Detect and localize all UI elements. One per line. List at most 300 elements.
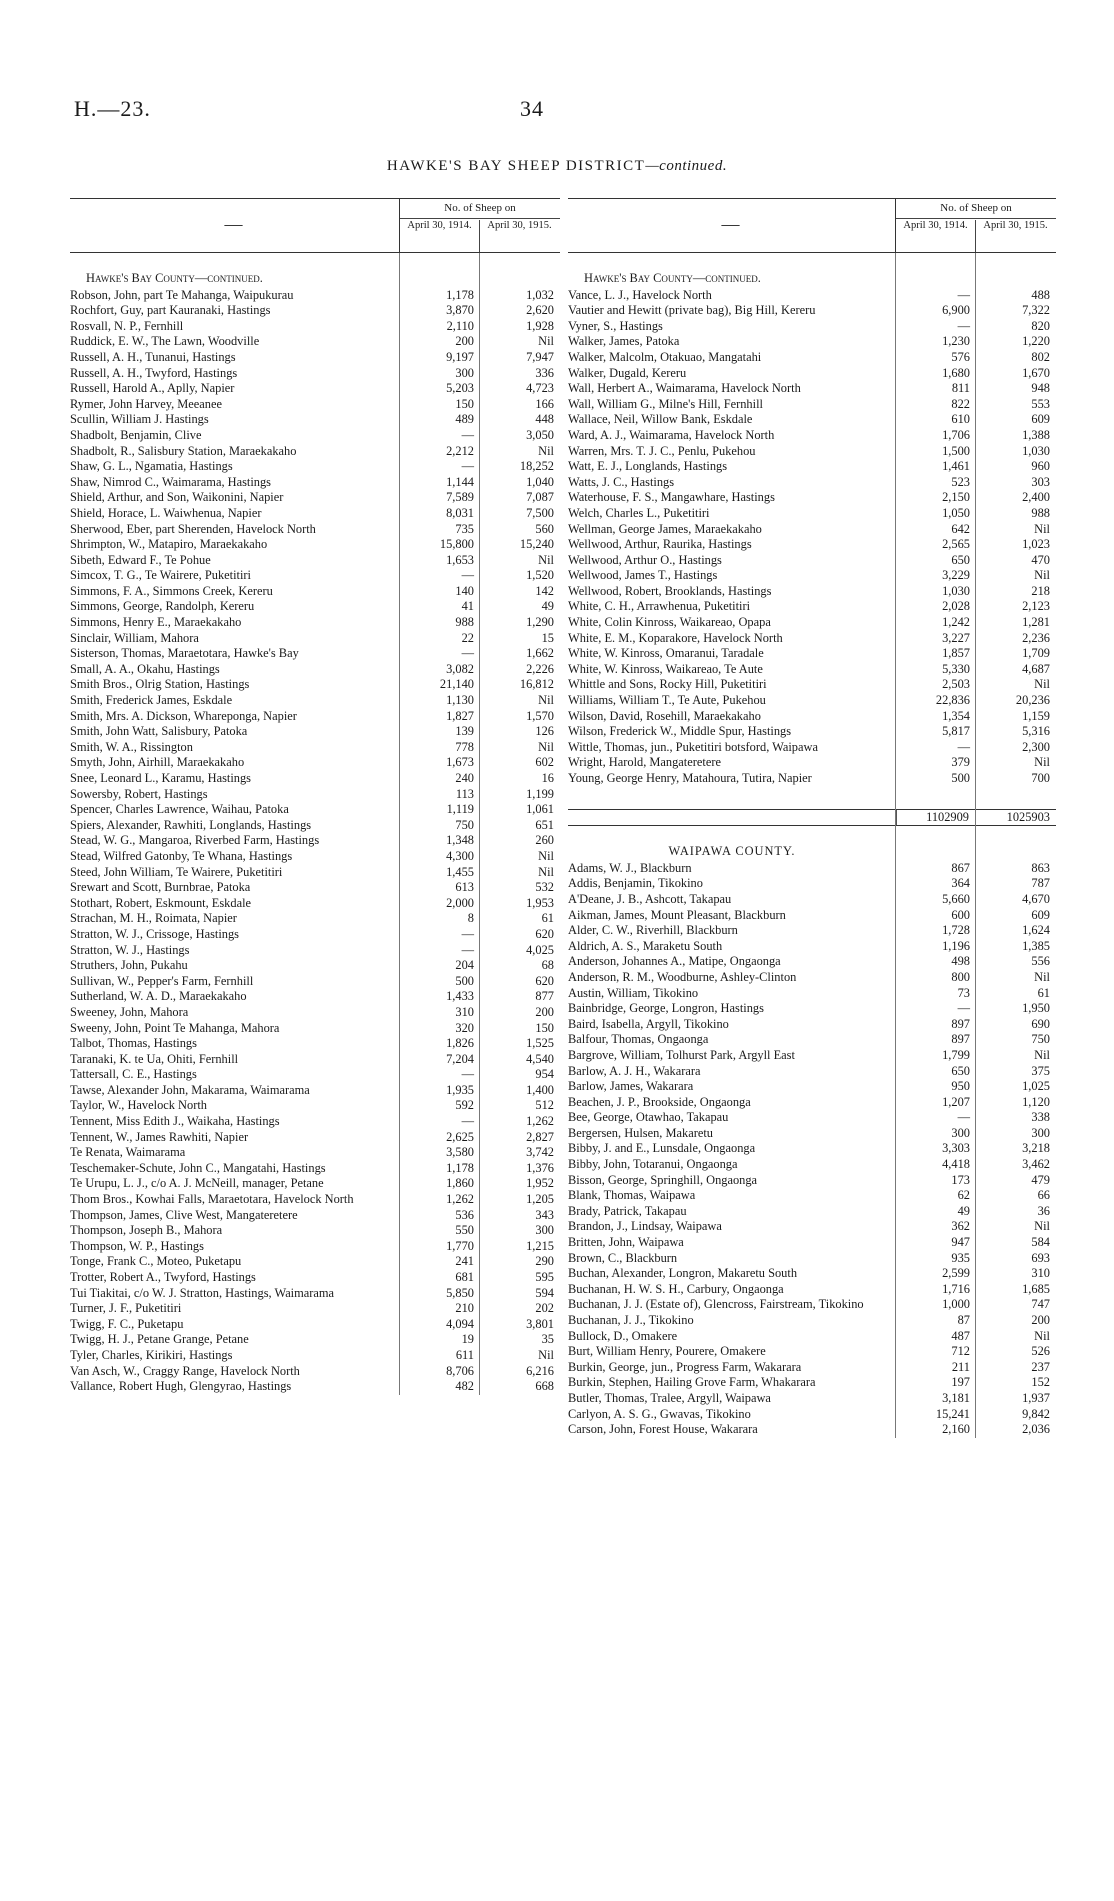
county-rows — [568, 861, 1056, 1438]
table-row — [70, 740, 560, 756]
table-row — [568, 1095, 1056, 1111]
sheep-1914: 750 — [455, 817, 474, 832]
sheep-1915: 61 — [541, 911, 554, 926]
table-row — [568, 1282, 1056, 1298]
holder-name: Wall, William G., Milne's Hill, Fernhill — [568, 396, 763, 411]
holder-name: Spencer, Charles Lawrence, Waihau, Patoka — [70, 802, 289, 817]
sheep-1914: 550 — [455, 1223, 474, 1238]
sheep-1915: Nil — [1034, 568, 1050, 583]
sheep-1914: 1,673 — [446, 755, 474, 770]
sheep-1914: 1,461 — [942, 459, 970, 474]
holder-name: Thompson, W. P., Hastings — [70, 1238, 204, 1253]
sheep-1915: 787 — [1031, 876, 1050, 891]
sheep-1914: 22 — [461, 630, 474, 645]
sheep-1915: 3,050 — [526, 427, 554, 442]
table-row — [568, 908, 1056, 924]
holder-name: Buchanan, H. W. S. H., Carbury, Ongaonga — [568, 1281, 784, 1296]
sheep-1915: 1,952 — [526, 1176, 554, 1191]
table-row — [70, 397, 560, 413]
sheep-1915: 343 — [535, 1207, 554, 1222]
table-row — [70, 615, 560, 631]
holder-name: Sullivan, W., Pepper's Farm, Fernhill — [70, 973, 254, 988]
sheep-1914: 950 — [951, 1079, 970, 1094]
sheep-1915: 1,199 — [526, 786, 554, 801]
sheep-1914: — — [957, 287, 970, 302]
table-row — [568, 646, 1056, 662]
sheep-1914: 241 — [455, 1254, 474, 1269]
sheep-1915: 1,376 — [526, 1160, 554, 1175]
sheep-1915: 5,316 — [1022, 724, 1050, 739]
sheep-1914: 650 — [951, 1063, 970, 1078]
sheep-1915: 3,742 — [526, 1145, 554, 1160]
sheep-1914: 197 — [951, 1375, 970, 1390]
sheep-1915: 35 — [541, 1332, 554, 1347]
sheep-1915: 620 — [535, 973, 554, 988]
sheep-1915: 526 — [1031, 1344, 1050, 1359]
table-row — [568, 662, 1056, 678]
holder-name: Ruddick, E. W., The Lawn, Woodville — [70, 334, 260, 349]
sheep-1915: Nil — [538, 848, 554, 863]
table-row — [568, 1157, 1056, 1173]
total-1915: 1025903 — [1006, 809, 1050, 824]
holder-name: Shaw, Nimrod C., Waimarama, Hastings — [70, 474, 272, 489]
sheep-1914: 4,300 — [446, 848, 474, 863]
sheep-1914: 1,230 — [942, 334, 970, 349]
sheep-1915: Nil — [1034, 1047, 1050, 1062]
sheep-1914: 87 — [957, 1313, 970, 1327]
holder-name: Anderson, R. M., Woodburne, Ashley-Clinton — [568, 969, 797, 984]
sheep-1915: 300 — [535, 1223, 554, 1238]
table-row — [568, 366, 1056, 382]
holder-name: Bisson, George, Springhill, Ongaonga — [568, 1172, 758, 1187]
sheep-1915: 200 — [535, 1004, 554, 1019]
holder-name: Sutherland, W. A. D., Maraekakaho — [70, 989, 247, 1004]
holder-name: Spiers, Alexander, Rawhiti, Longlands, Hastings — [70, 817, 312, 832]
sheep-1914: 778 — [455, 739, 474, 754]
sheep-1915: 15 — [541, 630, 554, 645]
sheep-1915: Nil — [538, 864, 554, 879]
holder-name: Burt, William Henry, Pourere, Omakere — [568, 1344, 766, 1359]
table-row — [70, 1145, 560, 1161]
year-1914-header: April 30, 1914. — [896, 220, 976, 252]
sheep-1915: Nil — [1034, 755, 1050, 770]
sheep-1915: 237 — [1031, 1359, 1050, 1374]
sheep-1915: 651 — [535, 817, 554, 832]
holder-name: Sweeny, John, Point Te Mahanga, Mahora — [70, 1020, 280, 1035]
sheep-1914: 7,204 — [446, 1051, 474, 1066]
holder-name: Taylor, W., Havelock North — [70, 1098, 207, 1113]
holder-name: White, E. M., Koparakore, Havelock North — [568, 630, 783, 645]
sheep-1914: 1,178 — [446, 287, 474, 302]
sheep-1914: 1,242 — [942, 615, 970, 630]
holder-name: White, Colin Kinross, Waikareao, Opapa — [568, 615, 771, 630]
year-1915-header: April 30, 1915. — [983, 220, 1048, 231]
sheep-1915: Nil — [538, 334, 554, 349]
sheep-1915: 1,215 — [526, 1238, 554, 1253]
sheep-1915: 7,322 — [1022, 303, 1050, 318]
table-row — [70, 724, 560, 740]
sheep-1914: 2,110 — [446, 318, 474, 333]
sheep-1915: 300 — [1031, 1125, 1050, 1140]
holder-name: Shadbolt, Benjamin, Clive — [70, 427, 202, 442]
table-row — [568, 1141, 1056, 1157]
holder-name: Sherwood, Eber, part Sherenden, Havelock North — [70, 521, 316, 536]
table-row — [70, 1254, 560, 1270]
section-heading: Hawke's Bay County—continued. — [584, 271, 761, 285]
table-row — [70, 537, 560, 553]
sheep-count-label: No. of Sheep on — [896, 199, 1056, 219]
sheep-1915: 2,400 — [1022, 490, 1050, 505]
table-row — [568, 444, 1056, 460]
table-row — [568, 1219, 1056, 1235]
county-total-row — [568, 809, 1056, 827]
sheep-1914: 2,028 — [942, 599, 970, 614]
table-row — [70, 568, 560, 584]
sheep-1915: 693 — [1031, 1250, 1050, 1265]
sheep-1914: 2,000 — [446, 895, 474, 910]
holder-name: Smith, W. A., Rissington — [70, 739, 193, 754]
sheep-1915: 166 — [535, 396, 554, 411]
holder-name: Balfour, Thomas, Ongaonga — [568, 1032, 709, 1047]
table-row — [568, 490, 1056, 506]
sheep-1915: 1,520 — [526, 568, 554, 583]
holder-name: Vance, L. J., Havelock North — [568, 287, 712, 302]
table-row — [70, 1223, 560, 1239]
sheep-1915: 7,087 — [526, 490, 554, 505]
sheep-1914: 150 — [455, 396, 474, 411]
sheep-1914: 3,303 — [942, 1141, 970, 1156]
table-row — [70, 1052, 560, 1068]
holder-name: Alder, C. W., Riverhill, Blackburn — [568, 923, 738, 938]
holder-name: Austin, William, Tikokino — [568, 985, 699, 1000]
sheep-1914: 1,262 — [446, 1192, 474, 1207]
holder-name: Srewart and Scott, Burnbrae, Patoka — [70, 880, 251, 895]
sheep-1914: 3,229 — [942, 568, 970, 583]
table-row — [568, 303, 1056, 319]
table-row — [70, 1364, 560, 1380]
table-row — [70, 833, 560, 849]
sheep-1914: 3,227 — [942, 630, 970, 645]
sheep-1914: 3,580 — [446, 1145, 474, 1160]
sheep-1914: 947 — [951, 1235, 970, 1250]
table-row — [70, 1161, 560, 1177]
table-row — [568, 1001, 1056, 1017]
holder-name: Russell, A. H., Tunanui, Hastings — [70, 349, 236, 364]
left-table — [70, 198, 560, 1395]
holder-name: Walker, Malcolm, Otakuao, Mangatahi — [568, 349, 762, 364]
sheep-1914: 204 — [455, 958, 474, 973]
table-row — [568, 537, 1056, 553]
table-row — [568, 1251, 1056, 1267]
table-row — [568, 631, 1056, 647]
holder-name: Snee, Leonard L., Karamu, Hastings — [70, 771, 251, 785]
sheep-1915: 1,950 — [1022, 1001, 1050, 1016]
holder-name: Buchanan, J. J. (Estate of), Glencross, Fairstream, Tikokino — [568, 1297, 864, 1312]
table-row — [70, 989, 560, 1005]
table-row — [70, 412, 560, 428]
sheep-1915: 512 — [535, 1098, 554, 1113]
sheep-1914: 536 — [455, 1207, 474, 1222]
table-row — [70, 1036, 560, 1052]
sheep-1914: 8,031 — [446, 505, 474, 520]
holder-name: Sisterson, Thomas, Maraetotara, Hawke's Bay — [70, 646, 299, 661]
sheep-1914: 1,716 — [942, 1281, 970, 1296]
table-row — [568, 970, 1056, 986]
sheep-1915: 1,670 — [1022, 365, 1050, 380]
table-row — [70, 974, 560, 990]
table-row — [568, 1297, 1056, 1313]
table-row — [70, 802, 560, 818]
sheep-1914: 1,196 — [942, 938, 970, 953]
sheep-1914: 487 — [951, 1328, 970, 1343]
sheep-1915: 1,025 — [1022, 1079, 1050, 1094]
table-row — [568, 475, 1056, 491]
table-row — [568, 986, 1056, 1002]
holder-name: Bergersen, Hulsen, Makaretu — [568, 1125, 713, 1140]
sheep-count-label: No. of Sheep on — [400, 199, 560, 219]
table-row — [568, 771, 1056, 787]
sheep-1914: — — [461, 1067, 474, 1082]
right-table — [568, 198, 1056, 1438]
table-row — [70, 1176, 560, 1192]
sheep-1914: 1,144 — [446, 474, 474, 489]
holder-name: Tawse, Alexander John, Makarama, Waimarama — [70, 1082, 310, 1097]
sheep-1915: 802 — [1031, 349, 1050, 364]
sheep-1914: 1,348 — [446, 833, 474, 848]
holder-name: Bibby, John, Totaranui, Ongaonga — [568, 1157, 738, 1172]
holder-name: Turner, J. F., Puketitiri — [70, 1301, 182, 1316]
sheep-1915: 2,226 — [526, 661, 554, 676]
holder-name: Tattersall, C. E., Hastings — [70, 1067, 197, 1082]
sheep-1915: 2,620 — [526, 303, 554, 318]
county-rows — [568, 288, 1056, 787]
table-row — [568, 397, 1056, 413]
sheep-1914: 173 — [951, 1172, 970, 1187]
sheep-1914: 600 — [951, 907, 970, 922]
table-row — [70, 631, 560, 647]
holder-name: Twigg, H. J., Petane Grange, Petane — [70, 1332, 249, 1347]
sheep-1914: 1,354 — [942, 708, 970, 723]
table-row — [70, 1021, 560, 1037]
sheep-1915: 338 — [1031, 1110, 1050, 1125]
table-row — [70, 1332, 560, 1348]
table-row — [70, 428, 560, 444]
sheep-1914: 576 — [951, 349, 970, 364]
table-row — [70, 1317, 560, 1333]
table-row — [70, 459, 560, 475]
sheep-1915: 1,290 — [526, 615, 554, 630]
table-row — [568, 615, 1056, 631]
holder-name: Te Urupu, L. J., c/o A. J. McNeill, manager, Petane — [70, 1176, 324, 1191]
holder-name: Wright, Harold, Mangateretere — [568, 755, 721, 770]
holder-name: Rochfort, Guy, part Kauranaki, Hastings — [70, 303, 271, 318]
table-row — [70, 522, 560, 538]
holder-name: Russell, A. H., Twyford, Hastings — [70, 365, 238, 380]
table-row — [568, 1032, 1056, 1048]
sheep-1914: 9,197 — [446, 349, 474, 364]
table-row — [70, 1208, 560, 1224]
table-header — [568, 198, 1056, 253]
sheep-1915: 260 — [535, 833, 554, 848]
sheep-1914: 5,330 — [942, 661, 970, 676]
table-row — [568, 1204, 1056, 1220]
sheep-1914: 310 — [455, 1004, 474, 1019]
year-1915-header: April 30, 1915. — [487, 220, 552, 231]
table-row — [70, 1301, 560, 1317]
sheep-1915: 960 — [1031, 459, 1050, 474]
table-row — [70, 787, 560, 803]
sheep-1915: Nil — [1034, 969, 1050, 984]
sheep-1914: 21,140 — [439, 677, 474, 692]
sheep-1914: 22,836 — [935, 693, 970, 708]
sheep-1915: 954 — [535, 1067, 554, 1082]
table-row — [70, 771, 560, 787]
sheep-1915: 126 — [535, 724, 554, 739]
sheep-1915: 556 — [1031, 954, 1050, 969]
sheep-1915: Nil — [538, 739, 554, 754]
column-name-header: — — [721, 214, 740, 234]
sheep-1914: 681 — [455, 1270, 474, 1284]
table-row — [70, 1067, 560, 1083]
table-row — [568, 1422, 1056, 1438]
sheep-1915: 1,937 — [1022, 1390, 1050, 1405]
sheep-1915: 560 — [535, 521, 554, 536]
holder-name: Small, A. A., Okahu, Hastings — [70, 661, 220, 676]
sheep-1915: 532 — [535, 880, 554, 895]
sheep-1914: — — [461, 942, 474, 957]
sheep-1915: 1,709 — [1022, 646, 1050, 661]
sheep-1915: 1,525 — [526, 1036, 554, 1051]
sheep-1914: 4,094 — [446, 1316, 474, 1331]
holder-name: Ward, A. J., Waimarama, Havelock North — [568, 427, 775, 442]
sheep-1914: 482 — [455, 1379, 474, 1394]
sheep-1914: 3,082 — [446, 661, 474, 676]
table-row — [568, 1235, 1056, 1251]
table-row — [568, 506, 1056, 522]
holder-name: Stead, W. G., Mangaroa, Riverbed Farm, Hastings — [70, 833, 320, 848]
sheep-1915: Nil — [538, 693, 554, 708]
table-row — [70, 1286, 560, 1302]
table-row — [568, 1313, 1056, 1329]
sheep-1915: 479 — [1031, 1172, 1050, 1187]
table-row — [568, 923, 1056, 939]
table-row — [568, 1407, 1056, 1423]
holder-name: Talbot, Thomas, Hastings — [70, 1036, 197, 1051]
holder-name: Shield, Horace, L. Waiwhenua, Napier — [70, 505, 262, 520]
sheep-1915: 15,240 — [519, 537, 554, 552]
table-row — [568, 381, 1056, 397]
holder-name: Tonge, Frank C., Moteo, Puketapu — [70, 1254, 242, 1269]
sheep-1914: 1,680 — [942, 365, 970, 380]
sheep-1915: 448 — [535, 412, 554, 427]
table-row — [568, 677, 1056, 693]
sheep-1915: 303 — [1031, 474, 1050, 489]
table-row — [70, 1192, 560, 1208]
holder-name: Shrimpton, W., Matapiro, Maraekakaho — [70, 537, 268, 552]
sheep-1914: 364 — [951, 876, 970, 891]
sheep-1914: 1,770 — [446, 1238, 474, 1253]
sheep-1914: 5,850 — [446, 1285, 474, 1300]
holder-name: Walker, Dugald, Kereru — [568, 365, 687, 380]
sheep-1915: 1,388 — [1022, 427, 1050, 442]
holder-name: Aikman, James, Mount Pleasant, Blackburn — [568, 907, 786, 922]
sheep-1915: 375 — [1031, 1063, 1050, 1078]
table-row — [70, 288, 560, 304]
holder-name: A'Deane, J. B., Ashcott, Takapau — [568, 891, 732, 906]
sheep-1915: 218 — [1031, 583, 1050, 598]
holder-name: Scullin, William J. Hastings — [70, 412, 209, 427]
holder-name: Trotter, Robert A., Twyford, Hastings — [70, 1270, 256, 1284]
sheep-1915: 609 — [1031, 412, 1050, 427]
sheep-1914: 1,500 — [942, 443, 970, 458]
sheep-1914: 5,203 — [446, 381, 474, 396]
sheep-1914: 1,178 — [446, 1160, 474, 1175]
holder-name: Smyth, John, Airhill, Maraekakaho — [70, 755, 245, 770]
sheep-1914: 2,599 — [942, 1266, 970, 1281]
sheep-1915: 1,281 — [1022, 615, 1050, 630]
sheep-1914: 2,503 — [942, 677, 970, 692]
holder-name: Waterhouse, F. S., Mangawhare, Hastings — [568, 490, 775, 505]
sheep-1915: 1,928 — [526, 318, 554, 333]
sheep-1914: 935 — [951, 1250, 970, 1265]
table-row — [568, 740, 1056, 756]
holder-name: Adams, W. J., Blackburn — [568, 860, 692, 875]
holder-name: Thom Bros., Kowhai Falls, Maraetotara, Havelock North — [70, 1192, 354, 1207]
sheep-1915: 1,023 — [1022, 537, 1050, 552]
sheep-1914: 6,900 — [942, 303, 970, 318]
sheep-1914: 2,212 — [446, 443, 474, 458]
holder-name: Buchan, Alexander, Longron, Makaretu South — [568, 1266, 798, 1281]
sheep-1915: 2,036 — [1022, 1422, 1050, 1437]
sheep-1915: 16 — [541, 771, 554, 785]
sheep-1915: 2,236 — [1022, 630, 1050, 645]
sheep-1914: 2,625 — [446, 1129, 474, 1144]
sheep-1914: 1,826 — [446, 1036, 474, 1051]
table-row — [70, 865, 560, 881]
table-row — [568, 288, 1056, 304]
table-body — [568, 271, 1056, 1438]
table-row — [568, 1188, 1056, 1204]
sheep-1915: 9,842 — [1022, 1406, 1050, 1421]
sheep-1915: 3,462 — [1022, 1157, 1050, 1172]
holder-name: Rosvall, N. P., Fernhill — [70, 318, 184, 333]
sheep-1914: 988 — [455, 615, 474, 630]
holder-name: Wellman, George James, Maraekakaho — [568, 521, 762, 536]
sheep-1915: 3,801 — [526, 1316, 554, 1331]
sheep-1915: 1,032 — [526, 287, 554, 302]
table-row — [568, 1017, 1056, 1033]
sheep-1914: 210 — [455, 1301, 474, 1316]
sheep-1915: 7,947 — [526, 349, 554, 364]
holder-name: Addis, Benjamin, Tikokino — [568, 876, 703, 891]
table-row — [70, 1098, 560, 1114]
sheep-1914: 867 — [951, 860, 970, 875]
sheep-1914: 611 — [455, 1347, 474, 1362]
sheep-1915: 1,570 — [526, 708, 554, 723]
holder-name: Barlow, A. J. H., Wakarara — [568, 1063, 701, 1078]
table-row — [70, 849, 560, 865]
sheep-1915: 20,236 — [1015, 693, 1050, 708]
sheep-1914: 2,150 — [942, 490, 970, 505]
sheep-1915: 150 — [535, 1020, 554, 1035]
sheep-1914: 822 — [951, 396, 970, 411]
sheep-1915: 49 — [541, 599, 554, 614]
sheep-1914: 211 — [951, 1359, 970, 1374]
sheep-1914: 15,800 — [439, 537, 474, 552]
sheep-1915: 2,300 — [1022, 739, 1050, 754]
table-row — [70, 584, 560, 600]
holder-name: Williams, William T., Te Aute, Pukehou — [568, 693, 766, 708]
